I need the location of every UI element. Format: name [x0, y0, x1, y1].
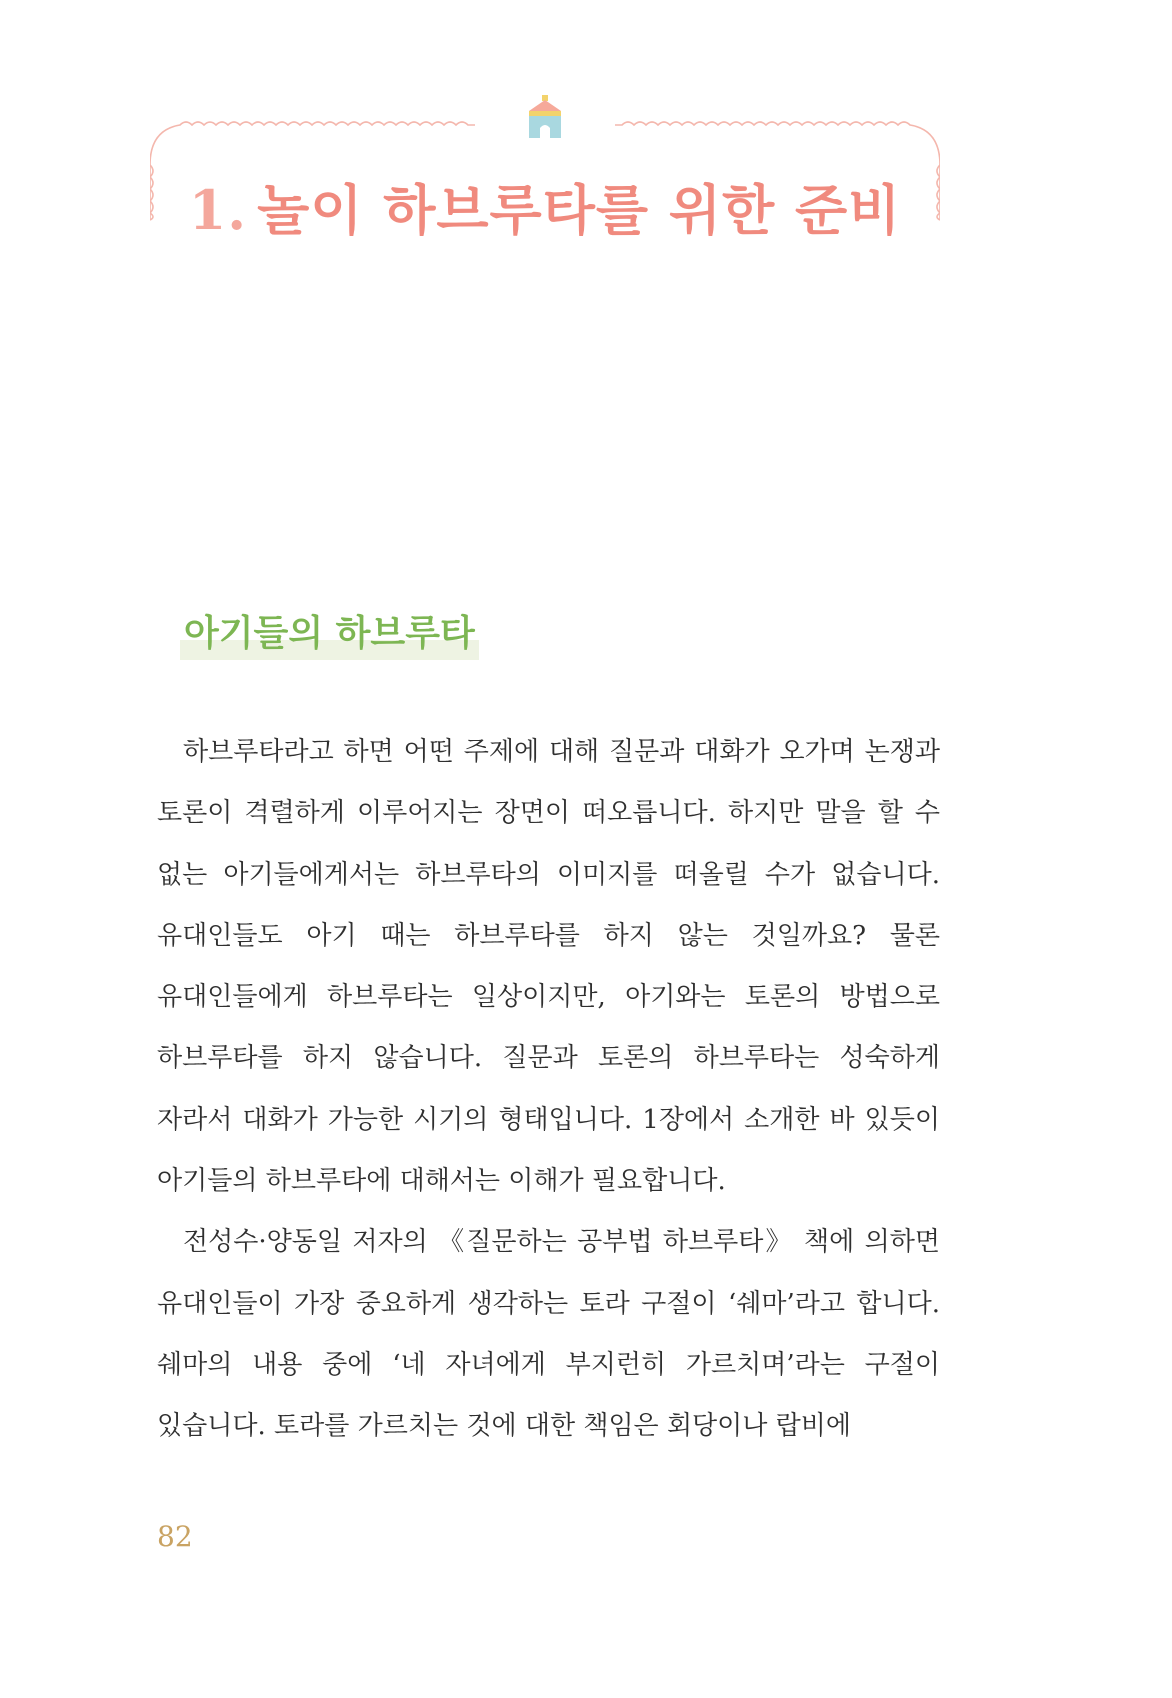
chapter-title — [150, 175, 940, 246]
paragraph: 전성수·양동일 저자의 《질문하는 공부법 하브루타》 책에 의하면 유대인들이 가장 중요하게 생각하는 토라 구절이 ‘쉐마’라고 합니다. 쉐마의 내용 중에 ‘네 자녀에게 부지런히 가르치며’라는 구절이 있습니다. 토라를 가르치는 것에 대한 책임은 회당이나 랍비에 — [157, 1227, 940, 1442]
house-icon — [529, 95, 561, 138]
chapter-title-text: 놀이 하브루타를 위한 준비 — [257, 179, 902, 242]
paragraph: 하브루타라고 하면 어떤 주제에 대해 질문과 대화가 오가며 논쟁과 토론이 격렬하게 이루어지는 장면이 떠오릅니다. 하지만 말을 할 수 없는 아기들에게서는 하브루타의 이미지를 떠올릴 수가 없습니다. 유대인들도 아기 때는 하브루타를 하지 않는 것일까요? 물론 유대인들에게 하브루타는 일상이지만, 아기와는 토론의 방법으로 하브루타를 하지 않습니다. 질문과 토론의 하브루타는 성숙하게 자라서 대화가 가능한 시기의 형태입니다. 1장에서 소개한 바 있듯이 아기들의 하브루타에 대해서는 이해가 필요합니다. — [157, 737, 940, 1197]
section-heading: 아기들의 하브루타 — [180, 608, 479, 660]
chapter-number: 1. — [188, 178, 248, 242]
page-number: 82 — [157, 1520, 193, 1553]
body-text — [157, 722, 940, 1458]
